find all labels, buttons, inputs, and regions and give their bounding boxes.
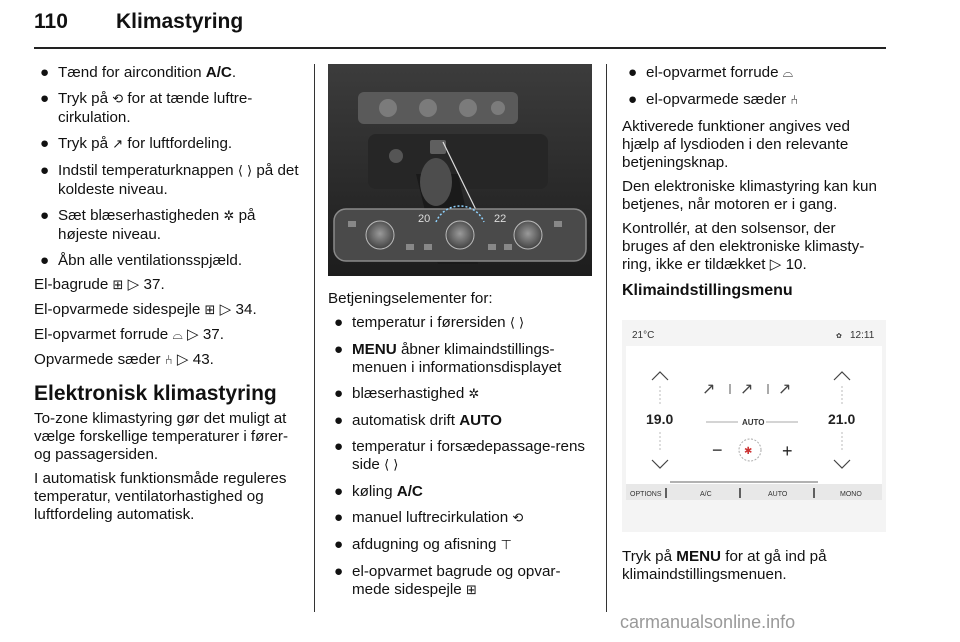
rear-window-heat-icon: ⊞ [465,583,477,598]
panel-left-temp: 20 [418,213,431,225]
fan-icon: ✲ [223,209,235,224]
list-item: ● Tryk på ⟲ for at tænde luftre-cirkulation. [40,90,253,126]
gear-icon: ✿ [836,333,842,340]
list-item: ● temperatur i førersiden ⟨ ⟩ [334,314,525,331]
instruction-list [34,64,302,270]
list-item: ● el-opvarmede sæder ⑃ [628,91,799,108]
column-divider-1 [314,64,315,612]
air-distribution-icon: ↗ [740,381,754,398]
paragraph: Kontrollér, at den solsensor, der bruges af den elektroniske klimasty-ring, ikke er tildækket ▷ 10. [622,220,865,273]
climate-menu-illustration [622,320,886,532]
heating-list [622,64,886,110]
controls-list [328,314,592,600]
list-item: ● afdugning og afisning ⊤ [334,536,512,553]
column-1 [34,64,302,530]
temperature-knob-icon: ⟨ ⟩ [509,316,525,331]
paragraph: Den elektroniske klimastyring kan kun betjenes, når motoren er i gang. [622,178,877,213]
watermark: carmanualsonline.info [620,612,796,632]
auto-label: AUTO [742,418,765,427]
windscreen-ref: El-opvarmet forrude ⌓ ▷ 37. [34,326,224,343]
list-item: ● Tænd for aircondition A/C. [40,64,237,81]
header-rule [34,47,886,49]
chapter-title: Klimastyring [116,10,244,33]
paragraph: I automatisk funktionsmåde reguleres temperatur, ventilatorhastighed og luftfordeling automatisk. [34,470,287,523]
list-item: ● blæserhastighed ✲ [334,385,480,402]
air-distribution-icon: ↗ [112,137,124,152]
fan-icon: ✲ [468,387,480,402]
outside-temp: 21°C [632,330,655,341]
windscreen-heat-icon: ⌓ [172,328,183,343]
tab-auto: AUTO [768,491,788,498]
list-item: ● Tryk på ↗ for luftfordeling. [40,135,233,152]
column-divider-2 [606,64,607,612]
temperature-knob-icon: ⟨ ⟩ [237,164,253,179]
section-title: Elektronisk klimastyring [34,382,277,405]
subsection-title: Klimaindstillingsmenu [622,282,793,299]
list-item: ● Åbn alle ventilationsspjæld. [40,252,243,269]
list-item: ● manuel luftrecirkulation ⟲ [334,509,524,526]
recirculation-icon: ⟲ [112,92,124,107]
svg-text:✱: ✱ [744,446,753,457]
rear-window-ref: El-bagrude ⊞ ▷ 37. [34,276,165,293]
list-item: ● MENU åbner klimaindstillings-menuen i informationsdisplayet [334,341,562,376]
column-2 [328,64,592,608]
paragraph: Aktiverede funktioner angives ved hjælp af lysdioden i den relevante betjeningsknap. [622,118,850,171]
rear-window-heat-icon: ⊞ [112,278,124,293]
column-3 [622,64,886,590]
recirculation-icon: ⟲ [512,511,524,526]
climate-panel-photo [328,64,592,276]
defrost-icon: ⊤ [500,538,512,553]
panel-right-temp: 22 [494,213,507,225]
tab-options: OPTIONS [630,491,662,498]
list-item: ● temperatur i forsædepassage-rens side ⟨ ⟩ [334,438,585,473]
tab-ac: A/C [700,491,712,498]
page-number: 110 [34,10,68,33]
paragraph: To-zone klimastyring gør det muligt at vælge forskellige temperaturer i fører- og passagersiden. [34,410,289,463]
clock: 12:11 [850,330,875,341]
air-distribution-icon: ↗ [702,381,716,398]
page-header [34,8,886,48]
list-item: ● automatisk drift AUTO [334,412,502,429]
seat-ref: Opvarmede sæder ⑃ ▷ 43. [34,351,214,368]
mirror-heat-icon: ⊞ [204,303,216,318]
controls-intro: Betjeningselementer for: [328,290,493,307]
list-item: ● Sæt blæserhastigheden ✲ på højeste niveau. [40,207,256,243]
right-temp: 21.0 [828,411,856,427]
climate-menu-screen [622,320,886,532]
climate-panel-illustration [328,64,592,276]
list-item: ● el-opvarmet forrude ⌓ [628,64,794,81]
closing-instruction: Tryk på MENU for at gå ind på klimaindstillingsmenuen. [622,548,827,583]
list-item: ● el-opvarmet bagrude og opvar-mede sidespejle ⊞ [334,563,561,598]
left-temp: 19.0 [646,411,674,427]
list-item: ● Indstil temperaturknappen ⟨ ⟩ på det koldeste niveau. [40,162,299,198]
list-item: ● køling A/C [334,483,423,500]
windscreen-heat-icon: ⌓ [782,66,794,81]
temperature-knob-icon: ⟨ ⟩ [384,458,399,473]
tab-mono: MONO [840,491,862,498]
air-distribution-icon: ↗ [778,381,792,398]
seat-heat-icon: ⑃ [164,353,173,368]
minus-button: − [712,440,723,460]
mirror-ref: El-opvarmede sidespejle ⊞ ▷ 34. [34,301,257,318]
seat-heat-icon: ⑃ [790,93,799,108]
plus-button: + [782,441,793,461]
